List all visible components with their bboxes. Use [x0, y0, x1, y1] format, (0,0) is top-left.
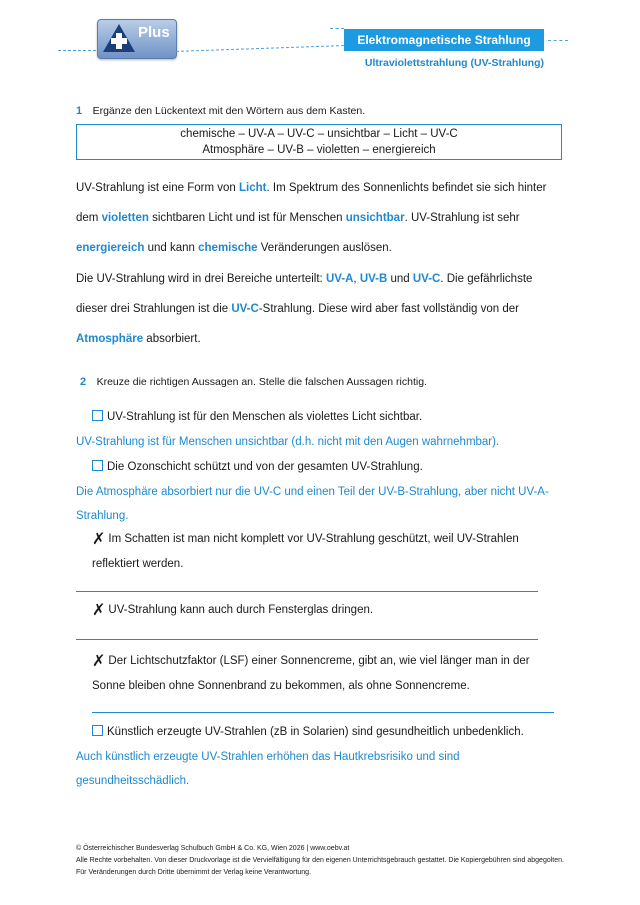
- word-box-line1: chemische – UV-A – UV-C – unsichtbar – Licht – UV-C: [180, 128, 458, 140]
- answer-line: [76, 639, 538, 640]
- text: absorbiert.: [143, 333, 201, 345]
- answer-fill: energiereich: [76, 242, 145, 254]
- correction-1: UV-Strahlung ist für Menschen unsichtbar (d.h. nicht mit den Augen wahrnehmbar).: [76, 436, 500, 448]
- cloze-line-2: [76, 211, 576, 226]
- statement-text: Im Schatten ist man nicht komplett vor UV-Strahlung geschützt, weil UV-Strahlen: [108, 533, 519, 545]
- statement-3: [92, 532, 519, 547]
- answer-fill: Licht: [239, 182, 267, 194]
- text: dieser drei Strahlungen ist die: [76, 303, 232, 315]
- text: und: [387, 273, 413, 285]
- task1-number: 1: [76, 105, 83, 117]
- statement-text: Künstlich erzeugte UV-Strahlen (zB in Solarien) sind gesundheitlich unbedenklich.: [107, 726, 524, 738]
- word-box-line2: Atmosphäre – UV-B – violetten – energiereich: [202, 144, 436, 156]
- text: Veränderungen auslösen.: [257, 242, 392, 254]
- footer-disclaimer: Für Veränderungen durch Dritte übernimmt der Verlag keine Verantwortung.: [76, 869, 312, 876]
- cloze-line-6: [76, 332, 576, 347]
- answer-fill: UV-C: [412, 273, 441, 285]
- statement-6: [92, 725, 524, 740]
- cross-mark-icon[interactable]: ✗: [92, 602, 106, 619]
- triangle-logo-icon: [102, 23, 136, 53]
- statement-4: [92, 603, 373, 618]
- text: UV-Strahlung ist eine Form von: [76, 182, 239, 194]
- footer-copyright: © Österreichischer Bundesverlag Schulbuch GmbH & Co. KG, Wien 2026 | www.oebv.at: [76, 845, 350, 852]
- text: . Im Spektrum des Sonnenlichts befindet sie sich hinter: [266, 182, 547, 194]
- footer-rights: Alle Rechte vorbehalten. Von dieser Druckvorlage ist die Vervielfältigung für den eigenen Unterrichtsgebrauch gestattet. Die Kopiergebühren sind abgegolten.: [76, 857, 564, 864]
- cross-mark-icon[interactable]: ✗: [92, 653, 106, 670]
- answer-line: [76, 591, 538, 592]
- cloze-line-4: [76, 272, 576, 287]
- header-dash-top: [330, 28, 344, 29]
- task2-header: [80, 372, 427, 390]
- answer-fill: UV-C: [231, 303, 259, 315]
- statement-2: [92, 460, 423, 475]
- logo-label: Plus: [138, 24, 170, 41]
- text: . Die gefährlichste: [440, 273, 533, 285]
- header-dash-mid: [176, 45, 344, 52]
- page-subtitle: Ultraviolettstrahlung (UV-Strahlung): [364, 57, 544, 69]
- statement-text: Der Lichtschutzfaktor (LSF) einer Sonnencreme, gibt an, wie viel länger man in der: [108, 655, 530, 667]
- correction-6-line2: gesundheitsschädlich.: [76, 775, 190, 787]
- statement-5: [92, 654, 530, 669]
- correction-2-line1: Die Atmosphäre absorbiert nur die UV-C und einen Teil der UV-B-Strahlung, aber nicht UV-A-: [76, 486, 549, 498]
- header-dash-left: [58, 50, 96, 51]
- correction-2-line2: Strahlung.: [76, 510, 129, 522]
- statement-3-line2: reflektiert werden.: [92, 558, 184, 570]
- checkbox-unchecked[interactable]: [92, 460, 103, 471]
- statement-text: UV-Strahlung kann auch durch Fensterglas dringen.: [108, 604, 374, 616]
- correction-6-line1: Auch künstlich erzeugte UV-Strahlen erhöhen das Hautkrebsrisiko und sind: [76, 751, 460, 763]
- task2-instruction: Kreuze die richtigen Aussagen an. Stelle die falschen Aussagen richtig.: [96, 376, 427, 388]
- cloze-line-3: [76, 241, 576, 256]
- task2-number: 2: [80, 376, 87, 388]
- text: und kann: [144, 242, 199, 254]
- answer-fill: UV-A: [325, 273, 354, 285]
- page-title: Elektromagnetische Strahlung: [344, 29, 544, 51]
- word-box: [76, 124, 562, 160]
- statement-text: UV-Strahlung ist für den Menschen als violettes Licht sichtbar.: [107, 411, 423, 423]
- answer-fill: chemische: [198, 242, 258, 254]
- statement-5-line2: Sonne bleiben ohne Sonnenbrand zu bekommen, als ohne Sonnencreme.: [92, 680, 470, 692]
- answer-line: [92, 712, 554, 713]
- text: sichtbaren Licht und ist für Menschen: [148, 212, 346, 224]
- answer-fill: unsichtbar: [345, 212, 405, 224]
- text: Die UV-Strahlung wird in drei Bereiche unterteilt:: [76, 273, 326, 285]
- header-dash-right: [548, 40, 568, 41]
- text: -Strahlung. Diese wird aber fast vollständig von der: [258, 303, 519, 315]
- cloze-line-5: [76, 302, 576, 317]
- answer-fill: Atmosphäre: [76, 333, 144, 345]
- cross-mark-icon[interactable]: ✗: [92, 531, 106, 548]
- task1-header: [76, 101, 365, 119]
- cloze-line-1: [76, 181, 576, 196]
- checkbox-unchecked[interactable]: [92, 410, 103, 421]
- task1-instruction: Ergänze den Lückentext mit den Wörtern aus dem Kasten.: [92, 105, 366, 117]
- statement-1: [92, 410, 422, 425]
- answer-fill: violetten: [101, 212, 149, 224]
- text: . UV-Strahlung ist sehr: [404, 212, 520, 224]
- checkbox-unchecked[interactable]: [92, 725, 103, 736]
- text: ,: [353, 273, 360, 285]
- plus-logo: [97, 19, 177, 59]
- text: dem: [76, 212, 102, 224]
- answer-fill: UV-B: [359, 273, 388, 285]
- statement-text: Die Ozonschicht schützt und von der gesamten UV-Strahlung.: [107, 461, 423, 473]
